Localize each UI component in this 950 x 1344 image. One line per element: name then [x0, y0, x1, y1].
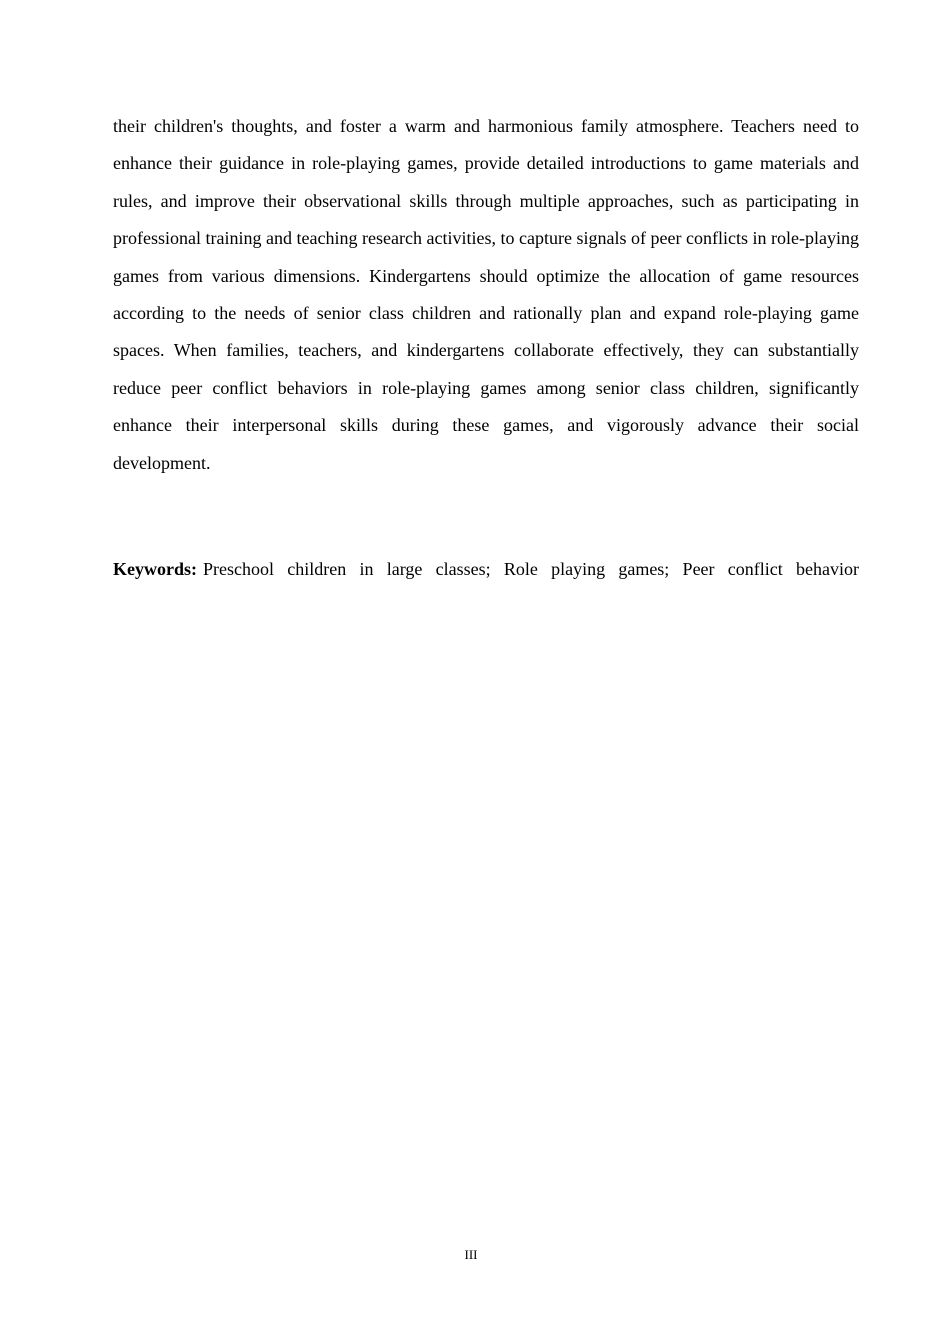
abstract-paragraph: their children's thoughts, and foster a warm and harmonious family atmosphere. Teachers need to enhance their guidance in role-playing games, provide detailed introductions to game materials and rules, and improve their observational skills through multiple approaches, such as participating in professional training and teaching research activities, to capture signals of peer conflicts in role-playing games from various dimensions. Kindergartens should optimize the allocation of game resources according to the needs of senior class children and rationally plan and expand role-playing game spaces. When families, teachers, and kindergartens collaborate effectively, they can substantially reduce peer conflict behaviors in role-playing games among senior class children, significantly enhance their interpersonal skills during these games, and vigorously advance their social development. — [113, 116, 859, 473]
keywords-line — [113, 551, 859, 588]
keywords-text: Preschool children in large classes; Role playing games; Peer conflict behavior — [203, 559, 859, 579]
page-number: III — [464, 1247, 478, 1262]
keywords-label: Keywords: — [113, 559, 197, 579]
